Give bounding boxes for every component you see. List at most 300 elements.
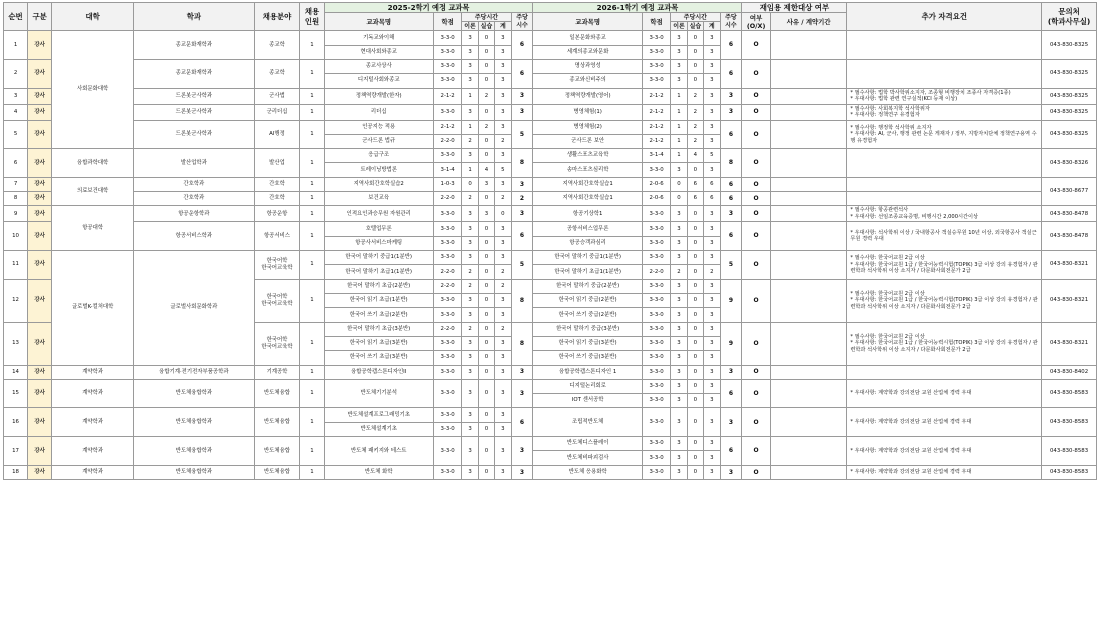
restriction-flag: O (742, 222, 770, 251)
course-theory-sem1: 3 (462, 74, 478, 88)
course-name-sem2: 한국어 말하기 중급1(1분반) (533, 251, 642, 265)
course-theory-sem2: 3 (671, 31, 687, 45)
course-name-sem1: 리더십 (324, 104, 433, 120)
extra-requirements (847, 192, 1042, 206)
course-practice-sem2: 0 (687, 31, 703, 45)
header-dept: 학과 (134, 3, 254, 31)
row-dept: 드론봇군사학과 (134, 104, 254, 120)
row-dept: 반도체융합학과 (134, 465, 254, 479)
row-type: 강사 (28, 222, 52, 251)
row-dept: 반도체융합학과 (134, 408, 254, 437)
course-name-sem1: 한국어 말하기 초급(3분반) (324, 322, 433, 336)
row-type: 강사 (28, 206, 52, 222)
course-theory-sem1: 3 (462, 222, 478, 236)
course-total-sem2: 3 (704, 222, 720, 236)
course-name-sem2: 병영체험(1) (533, 104, 642, 120)
course-practice-sem2: 0 (687, 45, 703, 59)
row-field: 한국어학 한국어교육학 (254, 322, 300, 365)
weekly-sum-sem1: 3 (511, 465, 533, 479)
restriction-reason (770, 59, 847, 88)
course-total-sem2: 3 (704, 408, 720, 437)
course-theory-sem1: 3 (462, 365, 478, 379)
course-theory-sem2: 1 (671, 134, 687, 148)
extra-requirements: * 필수사항: 항공관련석사 * 우대사항: 선임조종교육증명, 비행시간 2,000시간이상 (847, 206, 1042, 222)
weekly-sum-sem1: 3 (511, 88, 533, 104)
extra-requirements: * 필수사항: 한국어교원 2급 이상 * 우대사항: 한국어교원 1급 / 한국어능력시험(TOPIK) 3급 이상 강의 유경험자 / 관련학과 석사학위 이상 소지자 / 다문화사회전문가 2급 (847, 322, 1042, 365)
contact-phone: 043-830-8583 (1042, 408, 1097, 437)
course-practice-sem1: 0 (478, 422, 494, 436)
weekly-sum-sem1: 3 (511, 437, 533, 466)
course-credit-sem1: 3-3-0 (433, 437, 461, 466)
course-total-sem1: 3 (495, 74, 511, 88)
restriction-reason (770, 408, 847, 437)
header-practice-2: 실습 (687, 22, 703, 31)
row-number: 15 (4, 379, 28, 408)
course-total-sem1: 3 (495, 408, 511, 422)
course-name-sem1: 반도체설계프로그래밍기초 (324, 408, 433, 422)
weekly-sum-sem2: 6 (720, 437, 742, 466)
course-credit-sem2: 3-3-0 (642, 293, 670, 307)
restriction-reason (770, 104, 847, 120)
course-theory-sem1: 3 (462, 437, 478, 466)
course-theory-sem2: 3 (671, 394, 687, 408)
table-row (4, 465, 1097, 479)
course-theory-sem1: 3 (462, 206, 478, 222)
course-credit-sem2: 3-3-0 (642, 74, 670, 88)
course-total-sem2: 3 (704, 59, 720, 73)
course-credit-sem1: 3-3-0 (433, 365, 461, 379)
row-college: 계약학과 (52, 437, 134, 466)
contact-phone: 043-830-8325 (1042, 31, 1097, 60)
course-name-sem2: 한국어 말하기 초급1(1분반) (533, 265, 642, 279)
course-theory-sem1: 3 (462, 379, 478, 408)
extra-requirements: * 우대사항: 석사학위 이상 / 국내항공사 객실승무원 10년 이상, 외국항공사 객실근무원 경력 우대 (847, 222, 1042, 251)
course-practice-sem1: 0 (478, 437, 494, 466)
course-theory-sem2: 1 (671, 104, 687, 120)
course-total-sem2: 3 (704, 163, 720, 177)
course-credit-sem2: 3-3-0 (642, 408, 670, 437)
course-theory-sem2: 3 (671, 293, 687, 307)
table-row (4, 408, 1097, 422)
weekly-sum-sem1: 6 (511, 408, 533, 437)
extra-requirements: * 필수사항: 한국어교원 2급 이상 * 우대사항: 한국어교원 1급 / 한국어능력시험(TOPIK) 3급 이상 강의 유경험자 / 관련학과 석사학위 이상 소지자 / 다문화사회전문가 2급 (847, 251, 1042, 280)
restriction-reason (770, 322, 847, 365)
extra-requirements (847, 59, 1042, 88)
row-field: 발산업 (254, 149, 300, 178)
course-credit-sem1: 3-3-0 (433, 379, 461, 408)
course-name-sem2: 융합공학캡스톤디자인 1 (533, 365, 642, 379)
row-number: 6 (4, 149, 28, 178)
row-college: 계약학과 (52, 379, 134, 408)
header-theory-2: 이론 (671, 22, 687, 31)
course-theory-sem2: 3 (671, 379, 687, 393)
row-count: 1 (300, 104, 324, 120)
weekly-sum-sem1: 8 (511, 279, 533, 322)
row-type: 강사 (28, 379, 52, 408)
course-theory-sem2: 3 (671, 408, 687, 437)
course-name-sem1: 디지털사회와종교 (324, 74, 433, 88)
course-practice-sem1: 0 (478, 251, 494, 265)
course-credit-sem1: 3-3-0 (433, 465, 461, 479)
recruitment-table (3, 2, 1097, 480)
row-number: 12 (4, 279, 28, 322)
row-dept: 발산업학과 (134, 149, 254, 178)
row-field: 항공운항 (254, 206, 300, 222)
course-credit-sem1: 3-1-4 (433, 163, 461, 177)
course-credit-sem2: 2-2-0 (642, 265, 670, 279)
course-credit-sem2: 3-3-0 (642, 379, 670, 393)
row-field: 반도체융합 (254, 437, 300, 466)
course-theory-sem1: 3 (462, 308, 478, 322)
header-extra: 추가 자격요건 (847, 3, 1042, 31)
restriction-reason (770, 365, 847, 379)
weekly-sum-sem2: 6 (720, 59, 742, 88)
row-college: 계약학과 (52, 465, 134, 479)
course-total-sem1: 3 (495, 149, 511, 163)
course-theory-sem2: 3 (671, 206, 687, 222)
row-college: 계약학과 (52, 408, 134, 437)
row-field: 반도체융합 (254, 465, 300, 479)
course-total-sem2: 3 (704, 437, 720, 451)
restriction-reason (770, 192, 847, 206)
row-type: 강사 (28, 465, 52, 479)
course-theory-sem2: 3 (671, 437, 687, 451)
course-total-sem2: 3 (704, 206, 720, 222)
extra-requirements: * 필수사항: 한국어교원 2급 이상 * 우대사항: 한국어교원 1급 / 한국어능력시험(TOPIK) 3급 이상 강의 유경험자 / 관련학과 석사학위 이상 소지자 / 다문화사회전문가 2급 (847, 279, 1042, 322)
course-total-sem1: 2 (495, 265, 511, 279)
extra-requirements: * 우대사항: 계약학과 강의전담 교원 산업체 경력 우대 (847, 465, 1042, 479)
course-total-sem1: 3 (495, 351, 511, 365)
header-total-2: 계 (704, 22, 720, 31)
header-theory-1: 이론 (462, 22, 478, 31)
course-total-sem1: 0 (495, 206, 511, 222)
contact-phone: 043-830-8321 (1042, 322, 1097, 365)
header-college: 대학 (52, 3, 134, 31)
table-row (4, 437, 1097, 451)
course-name-sem2: 정책역량개발(영어) (533, 88, 642, 104)
row-type: 강사 (28, 322, 52, 365)
contact-phone: 043-830-8478 (1042, 206, 1097, 222)
header-contact: 문의처 (학과사무실) (1042, 3, 1097, 31)
course-total-sem2: 3 (704, 465, 720, 479)
course-total-sem2: 3 (704, 336, 720, 350)
extra-requirements: * 필수사항: 사회복지학 석사학위자 * 우대사항: 정책연구 유경험자 (847, 104, 1042, 120)
course-name-sem1: 한국어 말하기 중급1(1분반) (324, 251, 433, 265)
course-name-sem1: 한국어 읽기 초급(3분반) (324, 336, 433, 350)
course-theory-sem1: 0 (462, 177, 478, 191)
course-total-sem2: 3 (704, 104, 720, 120)
row-type: 강사 (28, 149, 52, 178)
row-count: 1 (300, 437, 324, 466)
weekly-sum-sem2: 8 (720, 149, 742, 178)
course-credit-sem1: 3-3-0 (433, 308, 461, 322)
table-row (4, 88, 1097, 104)
restriction-flag: O (742, 104, 770, 120)
course-total-sem2: 3 (704, 293, 720, 307)
course-credit-sem2: 3-3-0 (642, 322, 670, 336)
row-type: 강사 (28, 437, 52, 466)
table-row (4, 192, 1097, 206)
extra-requirements: * 우대사항: 계약학과 강의전담 교원 산업체 경력 우대 (847, 437, 1042, 466)
course-total-sem2: 3 (704, 120, 720, 134)
course-practice-sem2: 0 (687, 365, 703, 379)
course-credit-sem1: 2-2-0 (433, 192, 461, 206)
row-number: 18 (4, 465, 28, 479)
course-credit-sem1: 3-3-0 (433, 59, 461, 73)
row-number: 14 (4, 365, 28, 379)
course-total-sem2: 2 (704, 265, 720, 279)
course-name-sem1: 한국어 쓰기 초급(3분반) (324, 351, 433, 365)
course-name-sem2: 송마스포츠심리학 (533, 163, 642, 177)
course-credit-sem2: 3-3-0 (642, 451, 670, 465)
course-credit-sem2: 2-1-2 (642, 88, 670, 104)
header-total-1: 계 (495, 22, 511, 31)
course-credit-sem2: 2-1-2 (642, 104, 670, 120)
row-type: 강사 (28, 192, 52, 206)
course-total-sem2: 6 (704, 192, 720, 206)
header-practice-1: 실습 (478, 22, 494, 31)
row-type: 강사 (28, 279, 52, 322)
table-row (4, 120, 1097, 134)
course-credit-sem2: 3-3-0 (642, 279, 670, 293)
row-count: 1 (300, 465, 324, 479)
course-theory-sem1: 3 (462, 336, 478, 350)
course-total-sem2: 3 (704, 88, 720, 104)
course-theory-sem2: 3 (671, 222, 687, 236)
row-field: 군사법 (254, 88, 300, 104)
course-theory-sem1: 2 (462, 279, 478, 293)
restriction-flag: O (742, 59, 770, 88)
course-practice-sem1: 0 (478, 236, 494, 250)
course-practice-sem1: 0 (478, 74, 494, 88)
weekly-sum-sem1: 6 (511, 31, 533, 60)
course-name-sem1: 기독교와이해 (324, 31, 433, 45)
course-name-sem2: 종교와신비주의 (533, 74, 642, 88)
course-practice-sem2: 0 (687, 251, 703, 265)
row-college: 의료보건대학 (52, 177, 134, 206)
course-theory-sem2: 1 (671, 120, 687, 134)
course-credit-sem2: 3-3-0 (642, 336, 670, 350)
row-type: 강사 (28, 31, 52, 60)
row-count: 1 (300, 206, 324, 222)
table-row (4, 251, 1097, 265)
restriction-flag: O (742, 322, 770, 365)
course-name-sem2: 디지털논리회로 (533, 379, 642, 393)
weekly-sum-sem2: 3 (720, 206, 742, 222)
contact-phone: 043-830-8321 (1042, 251, 1097, 280)
weekly-sum-sem1: 5 (511, 120, 533, 149)
row-count: 1 (300, 365, 324, 379)
row-count: 1 (300, 31, 324, 60)
course-theory-sem1: 3 (462, 31, 478, 45)
course-total-sem1: 3 (495, 379, 511, 408)
contact-phone: 043-830-8583 (1042, 437, 1097, 466)
row-type: 강사 (28, 88, 52, 104)
row-field: 종교학 (254, 31, 300, 60)
course-theory-sem1: 3 (462, 236, 478, 250)
weekly-sum-sem2: 6 (720, 120, 742, 149)
course-name-sem2: 세계의종교와문화 (533, 45, 642, 59)
course-credit-sem2: 3-3-0 (642, 437, 670, 451)
row-dept: 드론봇군사학과 (134, 88, 254, 104)
course-practice-sem1: 0 (478, 192, 494, 206)
course-name-sem1: 반도체기기분석 (324, 379, 433, 408)
weekly-sum-sem2: 3 (720, 465, 742, 479)
row-college: 글로벌K-컬처대학 (52, 251, 134, 366)
row-field: 기계공학 (254, 365, 300, 379)
course-practice-sem1: 0 (478, 134, 494, 148)
weekly-sum-sem1: 2 (511, 192, 533, 206)
course-name-sem2: 명상과영성 (533, 59, 642, 73)
restriction-reason (770, 31, 847, 60)
course-practice-sem2: 0 (687, 163, 703, 177)
course-theory-sem2: 3 (671, 351, 687, 365)
course-credit-sem2: 3-3-0 (642, 45, 670, 59)
weekly-sum-sem1: 3 (511, 177, 533, 191)
course-practice-sem1: 2 (478, 88, 494, 104)
weekly-sum-sem1: 3 (511, 104, 533, 120)
course-name-sem2: 공항서비스업무론 (533, 222, 642, 236)
course-theory-sem2: 3 (671, 45, 687, 59)
weekly-sum-sem2: 9 (720, 279, 742, 322)
course-name-sem1: 정책역량개발(한자) (324, 88, 433, 104)
restriction-flag: O (742, 31, 770, 60)
course-name-sem2: IOT 센서공학 (533, 394, 642, 408)
extra-requirements (847, 177, 1042, 191)
weekly-sum-sem1: 6 (511, 59, 533, 88)
row-field: 한국어학 한국어교육학 (254, 279, 300, 322)
course-credit-sem2: 2-0-6 (642, 192, 670, 206)
weekly-sum-sem2: 6 (720, 222, 742, 251)
table-body (4, 31, 1097, 480)
course-theory-sem2: 3 (671, 451, 687, 465)
course-name-sem1: 반도체 화학 (324, 465, 433, 479)
course-credit-sem2: 3-3-0 (642, 163, 670, 177)
course-theory-sem2: 3 (671, 308, 687, 322)
course-total-sem1: 3 (495, 59, 511, 73)
course-name-sem1: 인적요인과승무원 자원관리 (324, 206, 433, 222)
course-credit-sem1: 2-1-2 (433, 88, 461, 104)
course-total-sem2: 3 (704, 279, 720, 293)
restriction-reason (770, 251, 847, 280)
row-type: 강사 (28, 104, 52, 120)
weekly-sum-sem1: 3 (511, 365, 533, 379)
weekly-sum-sem2: 6 (720, 379, 742, 408)
header-count: 채용 인원 (300, 3, 324, 31)
row-number: 9 (4, 206, 28, 222)
course-total-sem2: 3 (704, 45, 720, 59)
course-practice-sem1: 0 (478, 322, 494, 336)
course-total-sem2: 3 (704, 322, 720, 336)
row-number: 2 (4, 59, 28, 88)
table-row (4, 365, 1097, 379)
course-practice-sem2: 0 (687, 394, 703, 408)
weekly-sum-sem1: 8 (511, 149, 533, 178)
row-count: 1 (300, 379, 324, 408)
weekly-sum-sem1: 6 (511, 222, 533, 251)
course-name-sem1: 한국어 쓰기 초급(2분반) (324, 308, 433, 322)
course-credit-sem1: 2-2-0 (433, 279, 461, 293)
course-practice-sem1: 0 (478, 149, 494, 163)
course-theory-sem2: 3 (671, 163, 687, 177)
course-practice-sem2: 0 (687, 336, 703, 350)
weekly-sum-sem2: 6 (720, 31, 742, 60)
course-total-sem1: 2 (495, 322, 511, 336)
course-total-sem1: 3 (495, 177, 511, 191)
header-credit-1: 학점 (433, 13, 461, 31)
course-credit-sem2: 3-3-0 (642, 351, 670, 365)
course-theory-sem2: 3 (671, 336, 687, 350)
course-name-sem1: 트레이닝방법론 (324, 163, 433, 177)
course-theory-sem2: 3 (671, 279, 687, 293)
row-dept: 반도체융합학과 (134, 379, 254, 408)
header-course-2: 교과목명 (533, 13, 642, 31)
course-theory-sem2: 3 (671, 322, 687, 336)
course-practice-sem1: 0 (478, 222, 494, 236)
course-name-sem1: 지역사회간호학실습2 (324, 177, 433, 191)
row-dept: 반도체융합학과 (134, 437, 254, 466)
course-credit-sem2: 3-3-0 (642, 308, 670, 322)
course-name-sem2: 한국어 쓰기 중급(2분반) (533, 308, 642, 322)
table-row (4, 222, 1097, 236)
header-credit-2: 학점 (642, 13, 670, 31)
course-name-sem2: 한국어 읽기 중급(3분반) (533, 336, 642, 350)
course-total-sem1: 3 (495, 104, 511, 120)
restriction-flag: O (742, 88, 770, 104)
course-total-sem1: 3 (495, 88, 511, 104)
course-total-sem1: 3 (495, 120, 511, 134)
course-practice-sem1: 0 (478, 45, 494, 59)
course-total-sem2: 3 (704, 451, 720, 465)
course-credit-sem1: 3-3-0 (433, 31, 461, 45)
course-credit-sem2: 3-3-0 (642, 222, 670, 236)
row-field: 군리더십 (254, 104, 300, 120)
course-credit-sem2: 3-3-0 (642, 31, 670, 45)
restriction-flag: O (742, 465, 770, 479)
header-weekly-hours-2: 주당시간 (671, 13, 720, 22)
course-theory-sem1: 3 (462, 465, 478, 479)
header-field: 채용분야 (254, 3, 300, 31)
course-practice-sem1: 3 (478, 177, 494, 191)
row-number: 16 (4, 408, 28, 437)
course-name-sem2: 반도체디스플레이 (533, 437, 642, 451)
course-practice-sem1: 0 (478, 293, 494, 307)
course-practice-sem2: 0 (687, 437, 703, 451)
course-total-sem2: 3 (704, 379, 720, 393)
weekly-sum-sem1: 8 (511, 322, 533, 365)
course-theory-sem2: 3 (671, 74, 687, 88)
course-practice-sem1: 0 (478, 31, 494, 45)
table-row (4, 31, 1097, 45)
row-number: 10 (4, 222, 28, 251)
course-credit-sem2: 3-3-0 (642, 236, 670, 250)
row-number: 11 (4, 251, 28, 280)
table-row (4, 104, 1097, 120)
course-total-sem1: 3 (495, 422, 511, 436)
row-type: 강사 (28, 251, 52, 280)
course-credit-sem1: 3-3-0 (433, 351, 461, 365)
contact-phone: 043-830-8325 (1042, 120, 1097, 149)
row-dept: 글로벌사회문화학과 (134, 251, 254, 366)
row-type: 강사 (28, 408, 52, 437)
course-name-sem2: 반도체비파괴검사 (533, 451, 642, 465)
course-theory-sem1: 3 (462, 149, 478, 163)
course-practice-sem2: 0 (687, 74, 703, 88)
course-practice-sem1: 0 (478, 308, 494, 322)
course-name-sem2: 항공기상학1 (533, 206, 642, 222)
header-yesno: 여부 (O/X) (742, 13, 770, 31)
course-practice-sem1: 2 (478, 120, 494, 134)
